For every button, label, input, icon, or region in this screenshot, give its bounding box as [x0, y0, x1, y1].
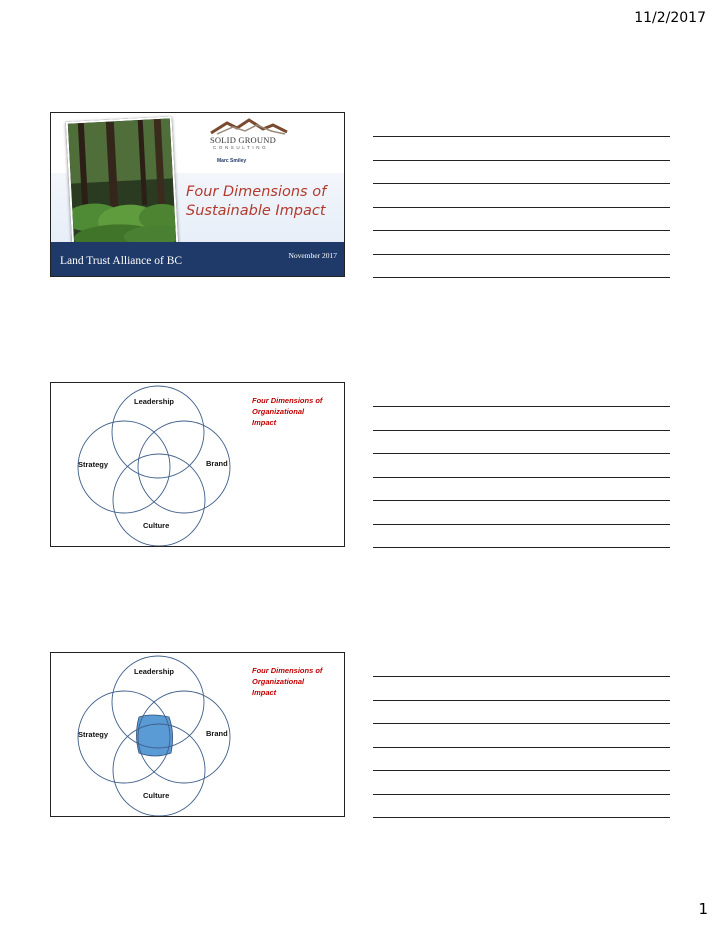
page-date: 11/2/2017: [634, 10, 706, 26]
venn-circle-culture: [113, 454, 205, 546]
note-line: [373, 700, 670, 701]
note-line: [373, 770, 670, 771]
slide-title: [252, 395, 342, 428]
note-line: [373, 500, 670, 501]
slide-title-line-2: Organizational: [252, 677, 305, 686]
note-line: [373, 676, 670, 677]
slide-thumbnail-2: [50, 382, 345, 547]
note-line: [373, 406, 670, 407]
note-line: [373, 430, 670, 431]
slide-thumbnail-1: [50, 112, 345, 277]
note-line: [373, 817, 670, 818]
slide-title-line-1: Four Dimensions of: [252, 396, 323, 405]
note-line: [373, 230, 670, 231]
note-line: [373, 524, 670, 525]
venn-label-leadership: Leadership: [134, 397, 175, 406]
note-line: [373, 747, 670, 748]
footer-organization: Land Trust Alliance of BC: [60, 255, 183, 267]
slide-title: [186, 183, 326, 221]
slide-footer: [51, 242, 344, 276]
slide-title-line-3: Impact: [252, 688, 277, 697]
venn-label-culture: Culture: [143, 521, 170, 530]
slide-title-line-3: Impact: [252, 418, 277, 427]
slide-thumbnail-3: [50, 652, 345, 817]
venn-label-strategy: Strategy: [78, 730, 109, 739]
page-number: 1: [698, 900, 708, 918]
note-line: [373, 453, 670, 454]
note-line: [373, 136, 670, 137]
note-line: [373, 547, 670, 548]
slide-title-line-1: Four Dimensions of: [252, 666, 323, 675]
mountain-logo-icon: [209, 117, 289, 135]
venn-label-brand: Brand: [206, 459, 228, 468]
note-line: [373, 277, 670, 278]
note-line: [373, 160, 670, 161]
note-line: [373, 183, 670, 184]
slide-title-line-1: Four Dimensions of: [186, 184, 327, 200]
venn-label-leadership: Leadership: [134, 667, 175, 676]
forest-photo: [66, 116, 179, 249]
slide-title-line-2: Organizational: [252, 407, 305, 416]
logo-text: SOLID GROUND: [210, 135, 276, 145]
note-line: [373, 723, 670, 724]
note-line: [373, 794, 670, 795]
venn-label-strategy: Strategy: [78, 460, 109, 469]
note-line: [373, 207, 670, 208]
slide-title-line-2: Sustainable Impact: [186, 203, 326, 219]
logo-subtext: CONSULTING: [213, 145, 269, 150]
note-line: [373, 254, 670, 255]
venn-label-culture: Culture: [143, 791, 170, 800]
footer-date: November 2017: [288, 251, 337, 260]
slide-title: [252, 665, 342, 698]
note-line: [373, 477, 670, 478]
venn-label-brand: Brand: [206, 729, 228, 738]
presenter-name: Marc Smiley: [217, 158, 247, 164]
